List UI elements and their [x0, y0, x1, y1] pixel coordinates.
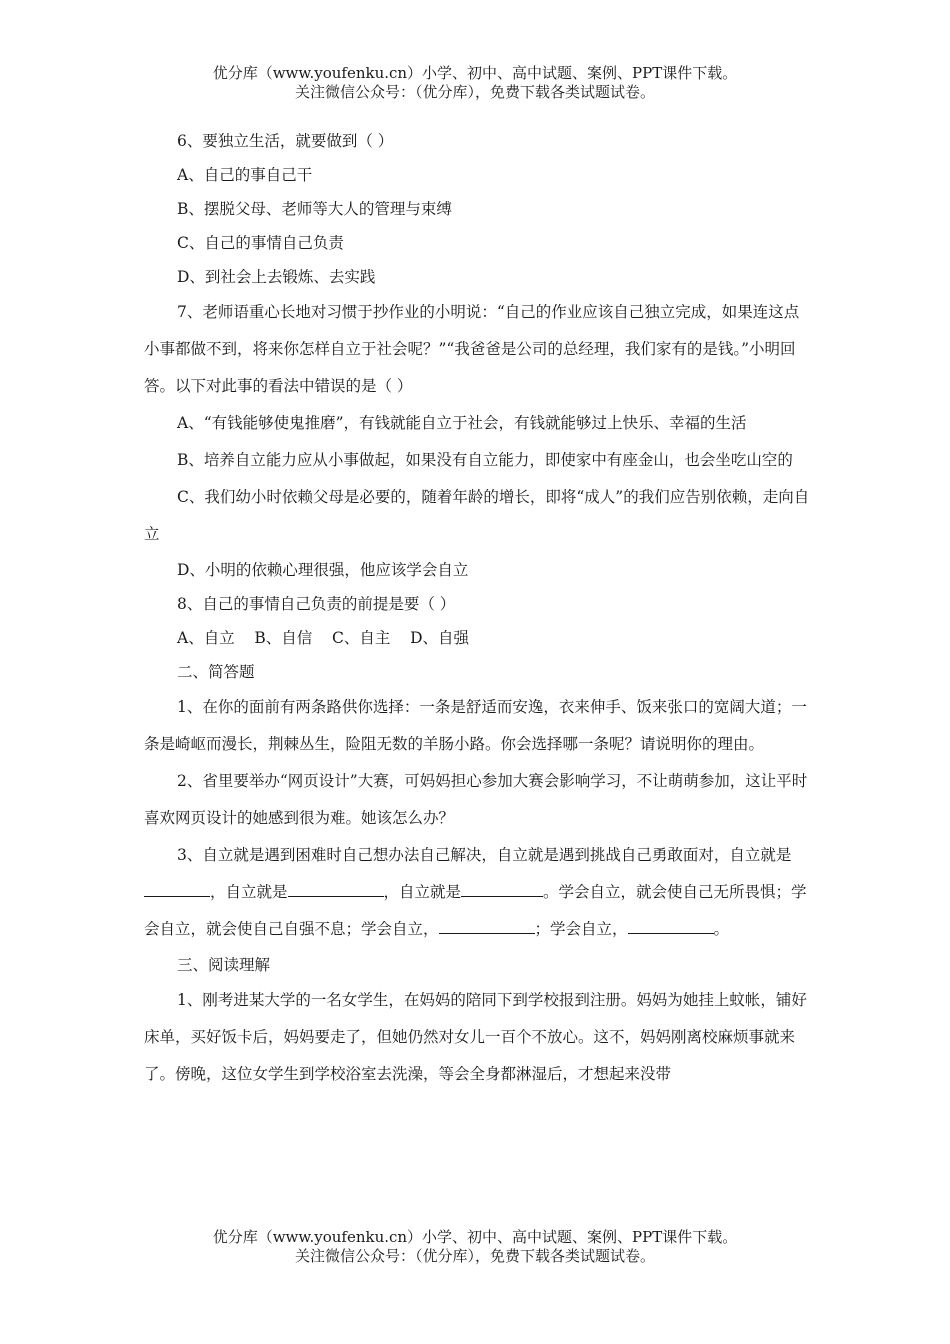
q6-stem: 6、要独立生活，就要做到（ ） — [177, 132, 394, 150]
q3-text-6: 。 — [713, 920, 730, 938]
fill-blank-1[interactable] — [144, 882, 210, 897]
fill-blank-2[interactable] — [288, 882, 384, 897]
q7-option-b: B、培养自立能力应从小事做起，如果没有自立能力，即使家中有座金山，也会坐吃山空的 — [177, 451, 793, 469]
fill-blank-3[interactable] — [461, 882, 543, 897]
q6-option-b: B、摆脱父母、老师等大人的管理与束缚 — [177, 200, 452, 218]
short-answer-q2: 2、省里要举办“网页设计”大赛，可妈妈担心参加大赛会影响学习，不让萌萌参加，这让平时喜欢网页设计的她感到很为难。她该怎么办？ — [144, 772, 808, 827]
q3-text-5: ；学会自立， — [534, 920, 628, 938]
document-body — [144, 124, 812, 1093]
section-2-title: 二、简答题 — [177, 663, 255, 681]
header-line-2: 关注微信公众号：（优分库），免费下载各类试题试卷。 — [294, 83, 655, 101]
page-header — [0, 64, 950, 102]
q3-text-4: 。学会自立，就会使自己无所畏惧；学会自立，就会使自己自强不息；学会自立， — [144, 883, 807, 938]
q8-options: A、自立 B、自信 C、自主 D、自强 — [177, 629, 469, 647]
short-answer-q3 — [144, 837, 812, 948]
q8-stem: 8、自己的事情自己负责的前提是要（ ） — [177, 595, 456, 613]
q6-option-c: C、自己的事情自己负责 — [177, 234, 344, 252]
footer-line-2: 关注微信公众号：（优分库），免费下载各类试题试卷。 — [294, 1247, 655, 1265]
page-footer — [0, 1228, 950, 1266]
q6-option-d: D、到社会上去锻炼、去实践 — [177, 268, 376, 286]
reading-passage-1: 1、刚考进某大学的一名女学生，在妈妈的陪同下到学校报到注册。妈妈为她挂上蚊帐，铺好床单，买好饭卡后，妈妈要走了，但她仍然对女儿一百个不放心。这不，妈妈刚离校麻烦事就来了。傍晚，这位女学生到学校浴室去洗澡，等会全身都淋湿后，才想起来没带 — [144, 991, 807, 1083]
q7-option-a: A、“有钱能够使鬼推磨”，有钱就能自立于社会，有钱就能够过上快乐、幸福的生活 — [177, 414, 747, 432]
q3-text-1: 3、自立就是遇到困难时自己想办法自己解决，自立就是遇到挑战自己勇敢面对，自立就是 — [177, 846, 792, 864]
short-answer-q1: 1、在你的面前有两条路供你选择：一条是舒适而安逸，衣来伸手、饭来张口的宽阔大道；一条是崎岖而漫长，荆棘丛生，险阻无数的羊肠小路。你会选择哪一条呢？请说明你的理由。 — [144, 698, 807, 753]
fill-blank-5-cont[interactable] — [680, 919, 714, 934]
footer-line-1: 优分库（www.youfenku.cn）小学、初中、高中试题、案例、PPT课件下载。 — [212, 1228, 738, 1246]
section-3-title: 三、阅读理解 — [177, 956, 271, 974]
header-line-1: 优分库（www.youfenku.cn）小学、初中、高中试题、案例、PPT课件下载。 — [212, 64, 738, 82]
q6-option-a: A、自己的事自己干 — [177, 166, 313, 184]
fill-blank-4[interactable] — [439, 919, 535, 934]
fill-blank-5[interactable] — [628, 919, 680, 934]
q3-text-2: ，自立就是 — [210, 883, 288, 901]
q3-text-3: ，自立就是 — [383, 883, 462, 901]
q7-option-c: C、我们幼小时依赖父母是必要的，随着年龄的增长，即将“成人”的我们应告别依赖，走向自立 — [144, 488, 810, 543]
q7-stem: 7、老师语重心长地对习惯于抄作业的小明说：“自己的作业应该自己独立完成，如果连这点小事都做不到，将来你怎样自立于社会呢？”“我爸爸是公司的总经理，我们家有的是钱。”小明回答。以下对此事的看法中错误的是（ ） — [144, 303, 800, 395]
q7-option-d: D、小明的依赖心理很强，他应该学会自立 — [177, 561, 469, 579]
